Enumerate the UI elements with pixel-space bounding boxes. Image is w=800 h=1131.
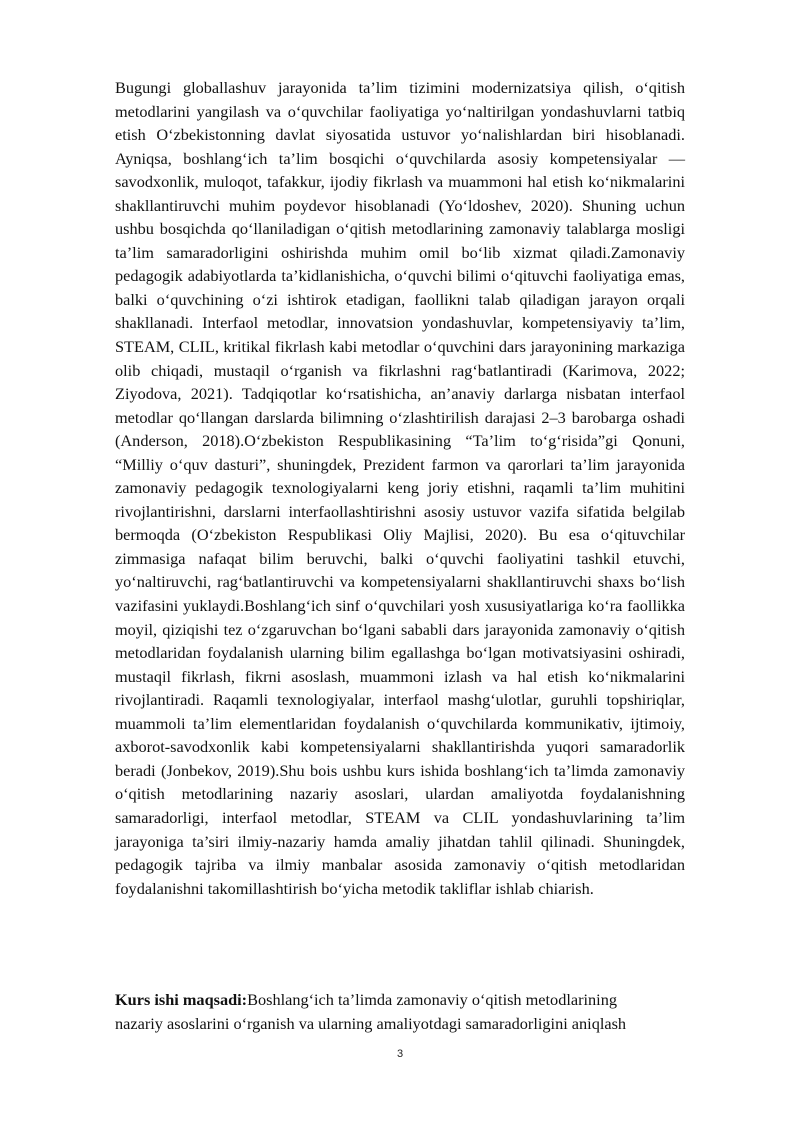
course-goal-label: Kurs ishi maqsadi:	[115, 990, 248, 1009]
body-paragraph: Bugungi globallashuv jarayonida ta’lim tizimini modernizatsiya qilish, o‘qitish metodlarini yangilash va o‘quvchilar faoliyatiga yo‘naltirilgan yondashuvlarni tatbiq etish O‘zbekistonning davlat siyosatida ustuvor yo‘nalishlardan biri hisoblanadi. Ayniqsa, boshlang‘ich ta’lim bosqichi o‘quvchilarda asosiy kompetensiyalar — savodxonlik, muloqot, tafakkur, ijodiy fikrlash va muammoni hal etish ko‘nikmalarini shakllantiruvchi muhim poydevor hisoblanadi (Yo‘ldoshev, 2020). Shuning uchun ushbu bosqichda qo‘llaniladigan o‘qitish metodlarining zamonaviy talablarga mosligi ta’lim samaradorligini oshirishda muhim omil bo‘lib xizmat qiladi.Zamonaviy pedagogik adabiyotlarda ta’kidlanishicha, o‘quvchi bilimi o‘qituvchi faoliyatiga emas, balki o‘quvchining o‘zi ishtirok etadigan, faollikni talab qiladigan jarayon orqali shakllanadi. Interfaol metodlar, innovatsion yondashuvlar, kompetensiyaviy ta’lim, STEAM, CLIL, kritikal fikrlash kabi metodlar o‘quvchini dars jarayonining markaziga olib chiqadi, mustaqil o‘rganish va fikrlashni rag‘batlantiradi (Karimova, 2022; Ziyodova, 2021). Tadqiqotlar ko‘rsatishicha, an’anaviy darlarga nisbatan interfaol metodlar qo‘llangan darslarda bilimning o‘zlashtirilish darajasi 2–3 barobarga oshadi (Anderson, 2018).O‘zbekiston Respublikasining “Ta’lim to‘g‘risida”gi Qonuni, “Milliy o‘quv dasturi”, shuningdek, Prezident farmon va qarorlari ta’lim jarayonida zamonaviy pedagogik texnologiyalarni keng joriy etishni, raqamli ta’lim muhitini rivojlantirishni, darslarni interfaollashtirishni asosiy ustuvor vazifa sifatida belgilab bermoqda (O‘zbekiston Respublikasi Oliy Majlisi, 2020). Bu esa o‘qituvchilar zimmasiga nafaqat bilim beruvchi, balki o‘quvchi faoliyatini tashkil etuvchi, yo‘naltiruvchi, rag‘batlantiruvchi va kompetensiyalarni shakllantiruvchi shaxs bo‘lish vazifasini yuklaydi.Boshlang‘ich sinf o‘quvchilari yosh xususiyatlariga ko‘ra faollikka moyil, qiziqishi tez o‘zgaruvchan bo‘lgani sababli dars jarayonida zamonaviy o‘qitish metodlaridan foydalanish ularning bilim egallashga bo‘lgan motivatsiyasini oshiradi, mustaqil fikrlash, fikrni asoslash, muammoni izlash va hal etish ko‘nikmalarini rivojlantiradi. Raqamli texnologiyalar, interfaol mashg‘ulotlar, guruhli topshiriqlar, muammoli ta’lim elementlaridan foydalanish o‘quvchilarda kommunikativ, ijtimoiy, axborot-savodxonlik kabi kompetensiyalarni shakllantirishda yuqori samaradorlik beradi (Jonbekov, 2019).Shu bois ushbu kurs ishida boshlang‘ich ta’limda zamonaviy o‘qitish metodlarining nazariy asoslari, ulardan amaliyotda foydalanishning samaradorligi, interfaol metodlar, STEAM va CLIL yondashuvlarining ta’lim jarayoniga ta’siri ilmiy-nazariy hamda amaliy jihatdan tahlil qilinadi. Shuningdek, pedagogik tajriba va ilmiy manbalar asosida zamonaviy o‘qitish metodlaridan foydalanishni takomillashtirish bo‘yicha metodik takliflar ishlab chiarish.	[115, 78, 685, 898]
course-goal-text-line1: Boshlang‘ich ta’limda zamonaviy o‘qitish metodlarining	[247, 990, 617, 1009]
course-goal	[115, 988, 715, 1035]
page-number: 3	[396, 1048, 404, 1060]
course-goal-text-line2: nazariy asoslarini o‘rganish va ularning amaliyotdagi samaradorligini aniqlash	[115, 1013, 627, 1033]
